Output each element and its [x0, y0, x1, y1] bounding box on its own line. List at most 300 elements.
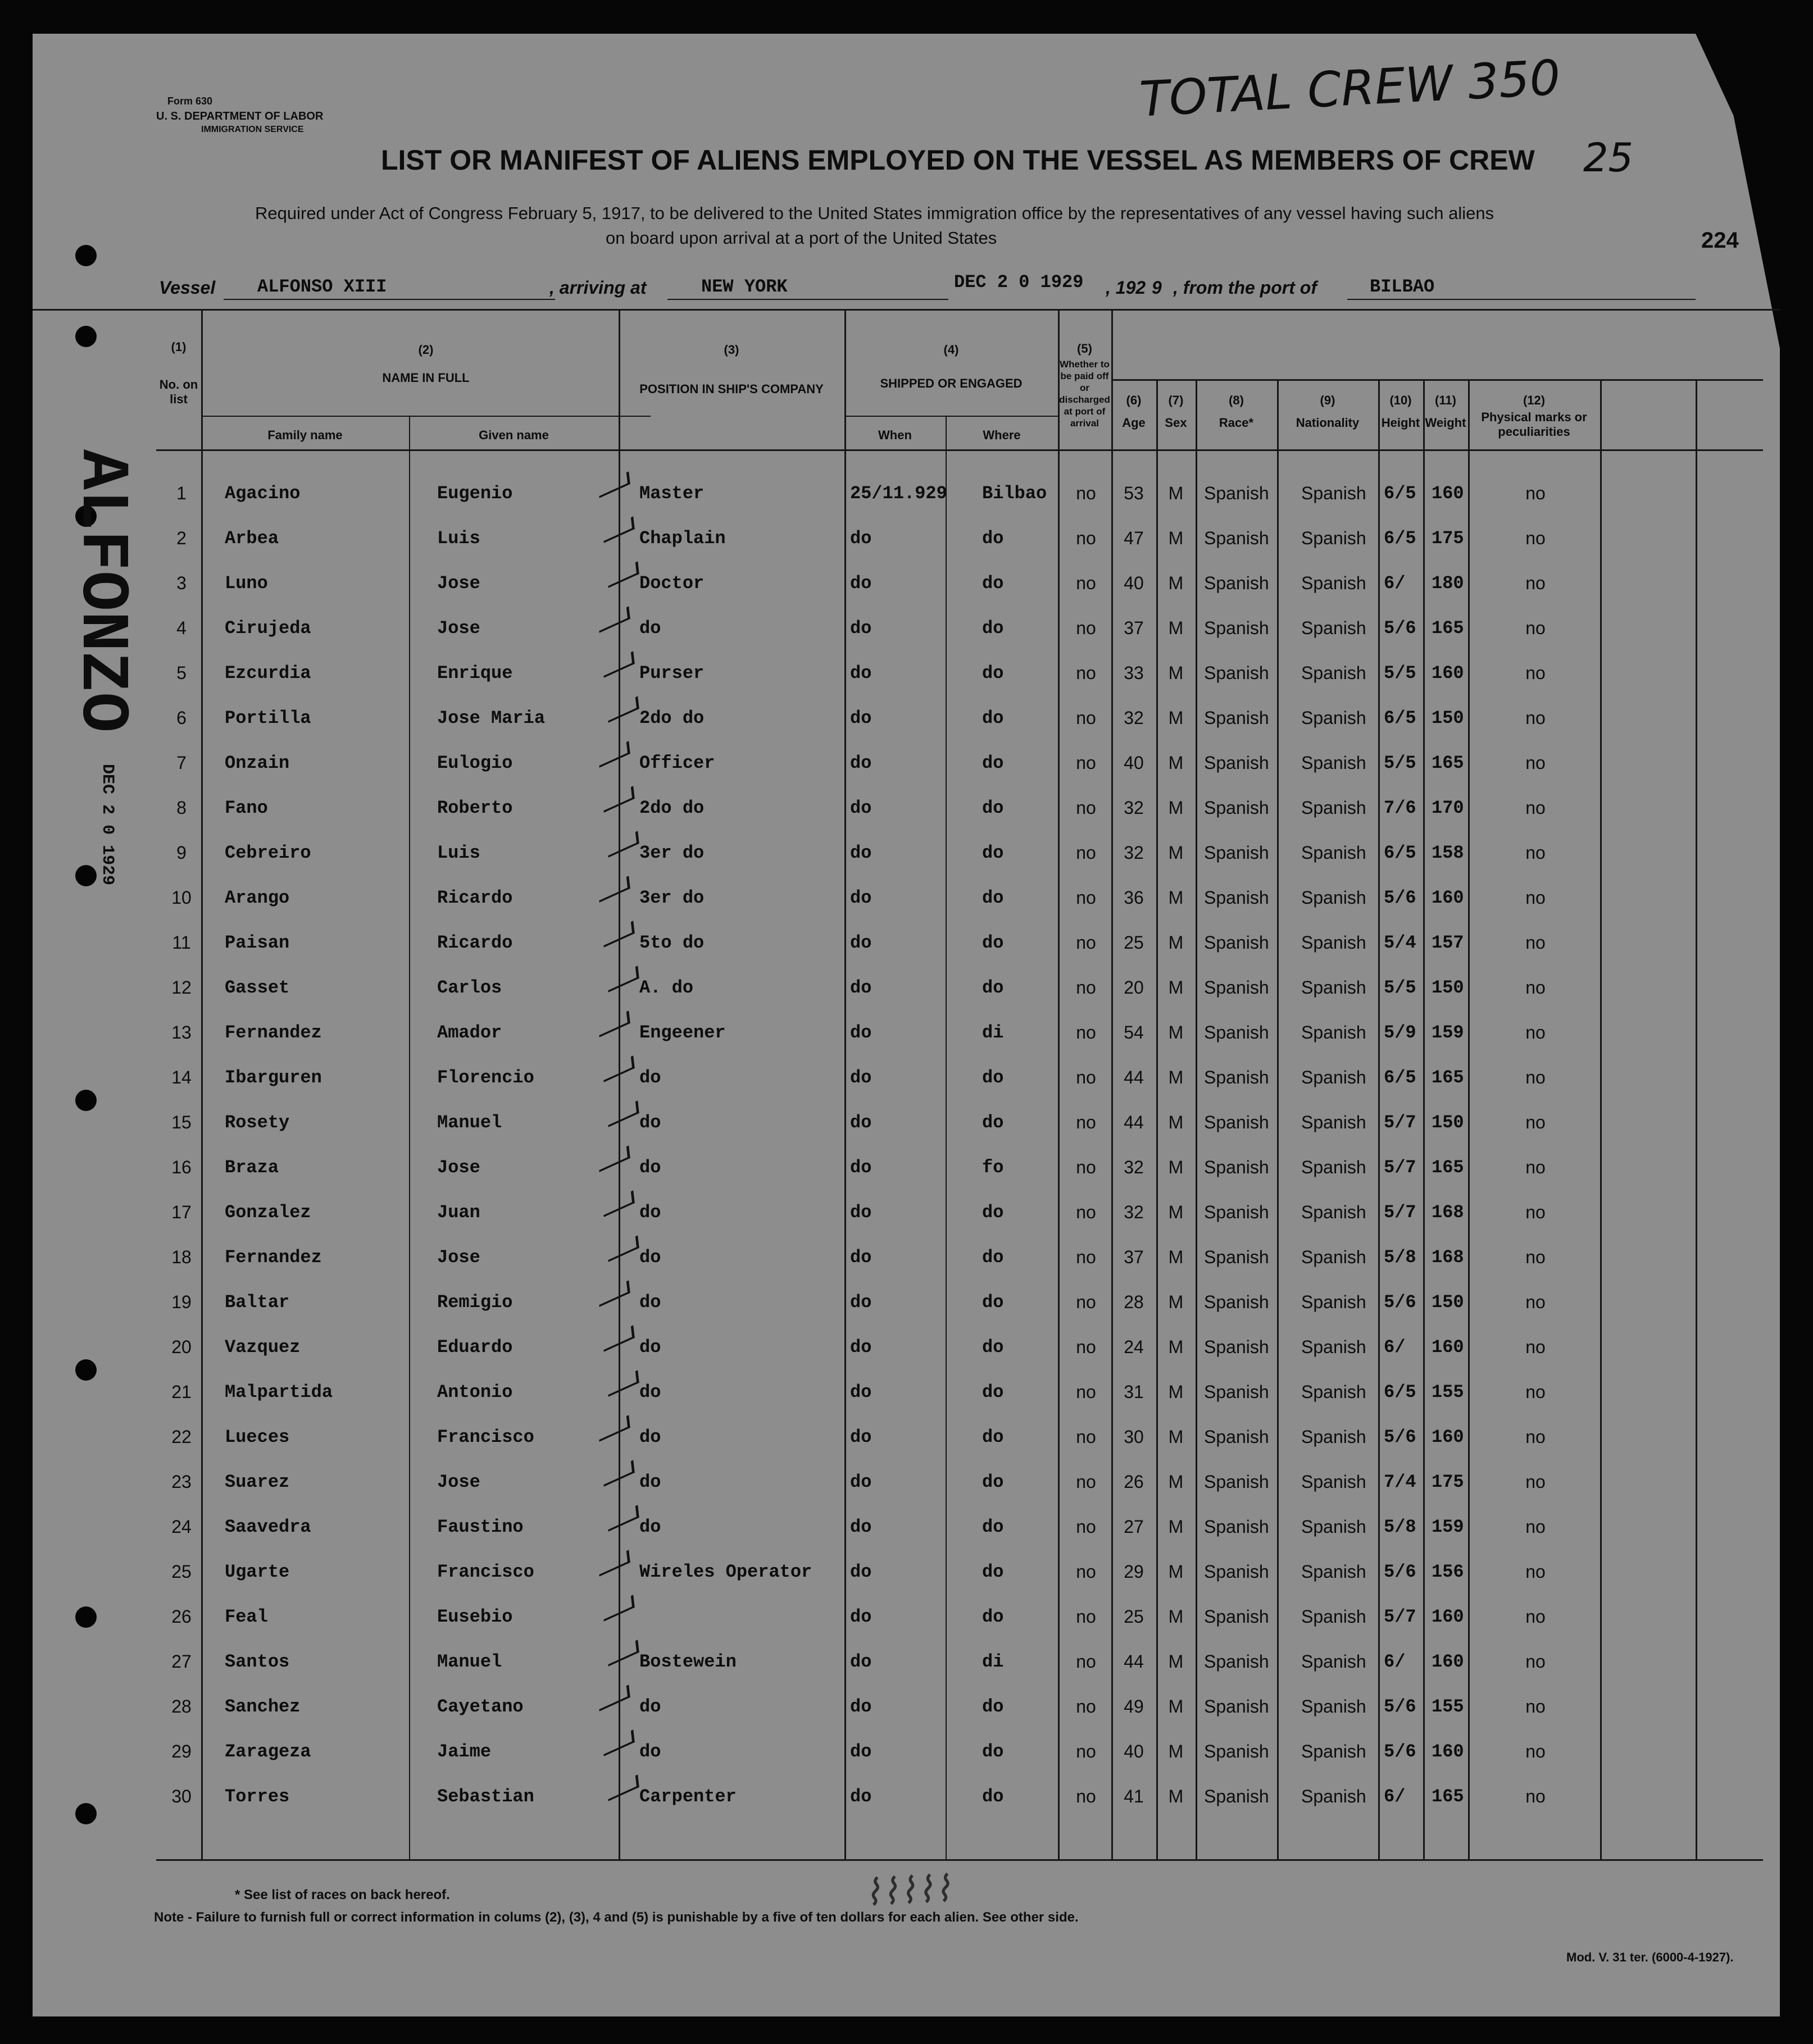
paid-off: no: [1076, 887, 1096, 908]
row-number: 23: [171, 1472, 192, 1492]
nationality: Spanish: [1301, 1202, 1366, 1222]
physical-marks: no: [1525, 1741, 1546, 1761]
nationality: Spanish: [1301, 932, 1366, 953]
row-number: 13: [171, 1022, 192, 1043]
weight: 156: [1432, 1562, 1464, 1582]
paid-off: no: [1076, 618, 1096, 638]
shipped-where: do: [982, 1517, 1004, 1537]
physical-marks: no: [1525, 1202, 1546, 1222]
folded-corner: [1696, 34, 1780, 348]
height: 5/6: [1384, 1292, 1416, 1313]
vessel-underline: [224, 299, 555, 300]
race: Spanish: [1204, 483, 1269, 503]
age: 44: [1124, 1651, 1144, 1672]
height: 6/5: [1384, 1382, 1416, 1403]
col-rule: [844, 309, 846, 1859]
row-number: 15: [171, 1112, 192, 1132]
position: Chaplain: [639, 528, 726, 549]
race: Spanish: [1204, 1651, 1269, 1672]
handwritten-corner-number: 25: [1583, 135, 1634, 181]
row-number: 9: [176, 843, 187, 863]
shipped-when: do: [850, 1202, 872, 1223]
given-name: Jose Maria: [437, 708, 546, 729]
race: Spanish: [1204, 1067, 1269, 1087]
physical-marks: no: [1525, 663, 1546, 683]
col-2a-heading: Family name: [267, 428, 343, 442]
age: 32: [1124, 798, 1144, 818]
arriving-label: , arriving at: [549, 277, 647, 298]
height: 6/5: [1384, 708, 1416, 729]
paid-off: no: [1076, 483, 1096, 503]
shipped-when: do: [850, 1157, 872, 1178]
family-name: Torres: [225, 1786, 290, 1807]
col-2b-heading: Given name: [479, 428, 549, 442]
col-10-number: (10): [1389, 393, 1412, 407]
given-name: Eusebio: [437, 1606, 513, 1627]
weight: 150: [1432, 977, 1464, 998]
age: 47: [1124, 528, 1144, 548]
position: Purser: [639, 663, 705, 684]
check-mark: [598, 1280, 630, 1307]
race: Spanish: [1204, 663, 1269, 683]
nationality: Spanish: [1301, 753, 1366, 773]
arrival-port: NEW YORK: [701, 276, 788, 297]
col-rule: [946, 416, 947, 1859]
table-bottom-rule: [156, 1859, 1763, 1861]
race: Spanish: [1204, 798, 1269, 818]
paid-off: no: [1076, 663, 1096, 683]
nationality: Spanish: [1301, 1157, 1366, 1177]
binder-hole: [75, 1359, 97, 1381]
sex: M: [1168, 1022, 1184, 1043]
family-name: Arango: [225, 887, 290, 908]
nationality: Spanish: [1301, 1472, 1366, 1492]
sex: M: [1168, 1696, 1184, 1717]
row-number: 6: [176, 708, 187, 728]
age: 25: [1124, 932, 1144, 953]
form-number: Form 630: [167, 95, 213, 107]
age: 44: [1124, 1067, 1144, 1087]
row-number: 27: [171, 1651, 192, 1672]
age: 54: [1124, 1022, 1144, 1043]
paid-off: no: [1076, 1292, 1096, 1312]
col-rule: [409, 416, 410, 1859]
sex: M: [1168, 753, 1184, 773]
shipped-where: do: [982, 887, 1004, 908]
col-3-heading: POSITION IN SHIP'S COMPANY: [639, 382, 824, 396]
shipped-where: do: [982, 753, 1004, 773]
age: 44: [1124, 1112, 1144, 1132]
sex: M: [1168, 843, 1184, 863]
position: do: [639, 1247, 661, 1268]
race: Spanish: [1204, 1562, 1269, 1582]
col-3-number: (3): [724, 343, 739, 357]
col-9-heading: Nationality: [1296, 416, 1360, 430]
position: 3er do: [639, 887, 705, 908]
nationality: Spanish: [1301, 1606, 1366, 1627]
physical-marks: no: [1525, 1382, 1546, 1402]
age: 25: [1124, 1606, 1144, 1627]
check-mark: [598, 606, 630, 633]
family-name: Ugarte: [225, 1562, 290, 1582]
binder-hole: [75, 1803, 97, 1824]
paid-off: no: [1076, 843, 1096, 863]
arrival-date-stamp: DEC 2 0 1929: [954, 272, 1084, 293]
sex: M: [1168, 932, 1184, 953]
weight: 160: [1432, 663, 1464, 684]
name-sub-rule: [201, 416, 651, 417]
family-name: Fernandez: [225, 1022, 322, 1043]
position: A. do: [639, 977, 694, 998]
sex: M: [1168, 528, 1184, 548]
col-rule: [1468, 379, 1470, 1859]
sex: M: [1168, 798, 1184, 818]
nationality: Spanish: [1301, 1517, 1366, 1537]
col-rule: [1196, 379, 1197, 1859]
check-mark: [598, 741, 630, 768]
paid-off: no: [1076, 528, 1096, 548]
position: Doctor: [639, 573, 705, 594]
col-12-heading: Physical marks or peculiarities: [1481, 410, 1587, 439]
race: Spanish: [1204, 1157, 1269, 1177]
given-name: Eulogio: [437, 753, 513, 773]
weight: 160: [1432, 1606, 1464, 1627]
shipped-when: do: [850, 1696, 872, 1717]
given-name: Florencio: [437, 1067, 534, 1088]
weight: 155: [1432, 1696, 1464, 1717]
sex: M: [1168, 1112, 1184, 1132]
weight: 165: [1432, 1157, 1464, 1178]
height: 5/7: [1384, 1157, 1416, 1178]
race: Spanish: [1204, 1112, 1269, 1132]
weight: 158: [1432, 843, 1464, 863]
given-name: Luis: [437, 528, 480, 549]
shipped-when: do: [850, 1517, 872, 1537]
family-name: Sanchez: [225, 1696, 301, 1717]
paid-off: no: [1076, 798, 1096, 818]
nationality: Spanish: [1301, 528, 1366, 548]
col-rule: [1058, 309, 1060, 1859]
shipped-where: do: [982, 1427, 1004, 1447]
given-name: Ricardo: [437, 887, 513, 908]
shipped-where: do: [982, 1112, 1004, 1133]
row-number: 7: [176, 753, 187, 773]
age: 41: [1124, 1786, 1144, 1806]
shipped-when: do: [850, 708, 872, 729]
height: 6/: [1384, 1651, 1406, 1672]
shipped-where: do: [982, 932, 1004, 953]
weight: 168: [1432, 1202, 1464, 1223]
family-name: Ezcurdia: [225, 663, 311, 684]
family-name: Paisan: [225, 932, 290, 953]
check-mark: [607, 561, 639, 588]
height: 5/6: [1384, 1562, 1416, 1582]
paid-off: no: [1076, 1562, 1096, 1582]
nationality: Spanish: [1301, 1022, 1366, 1043]
sex: M: [1168, 1472, 1184, 1492]
check-mark: [598, 1415, 630, 1442]
col-8-heading: Race*: [1219, 416, 1254, 430]
race: Spanish: [1204, 528, 1269, 548]
weight: 175: [1432, 1472, 1464, 1492]
nationality: Spanish: [1301, 1247, 1366, 1267]
physical-marks: no: [1525, 1786, 1546, 1806]
row-number: 5: [176, 663, 187, 683]
given-name: Eugenio: [437, 483, 513, 504]
handwritten-total-crew: TOTAL CREW 350: [1138, 49, 1562, 128]
nationality: Spanish: [1301, 1112, 1366, 1132]
family-name: Cebreiro: [225, 843, 311, 863]
check-mark: [598, 471, 630, 498]
position: Bostewein: [639, 1651, 737, 1672]
col-rule: [1378, 379, 1380, 1859]
nationality: Spanish: [1301, 663, 1366, 683]
family-name: Agacino: [225, 483, 301, 504]
physical-marks: no: [1525, 1337, 1546, 1357]
age: 37: [1124, 618, 1144, 638]
table-top-rule: [33, 309, 1780, 311]
height: 7/6: [1384, 798, 1416, 818]
race: Spanish: [1204, 1427, 1269, 1447]
sex: M: [1168, 1606, 1184, 1627]
given-name: Jaime: [437, 1741, 492, 1762]
check-mark: [607, 1100, 639, 1127]
weight: 180: [1432, 573, 1464, 594]
physical-marks: no: [1525, 1517, 1546, 1537]
age: 40: [1124, 573, 1144, 593]
given-name: Roberto: [437, 798, 513, 818]
physical-marks: no: [1525, 1157, 1546, 1177]
age: 40: [1124, 753, 1144, 773]
shipped-where: do: [982, 1067, 1004, 1088]
row-number: 12: [171, 977, 192, 998]
nationality: Spanish: [1301, 1427, 1366, 1447]
check-mark: [598, 1685, 630, 1711]
race: Spanish: [1204, 1786, 1269, 1806]
shipped-when: do: [850, 1786, 872, 1807]
physical-marks: no: [1525, 528, 1546, 548]
given-name: Manuel: [437, 1112, 502, 1133]
nationality: Spanish: [1301, 573, 1366, 593]
shipped-where: do: [982, 1292, 1004, 1313]
family-name: Vazquez: [225, 1337, 301, 1358]
shipped-when: do: [850, 977, 872, 998]
shipped-where: do: [982, 1202, 1004, 1223]
sex: M: [1168, 1427, 1184, 1447]
nationality: Spanish: [1301, 1067, 1366, 1087]
shipped-when: do: [850, 1382, 872, 1403]
col-8-number: (8): [1229, 393, 1244, 407]
shipped-where: fo: [982, 1157, 1004, 1178]
given-name: Jose: [437, 618, 480, 639]
shipped-where: do: [982, 1382, 1004, 1403]
age: 53: [1124, 483, 1144, 503]
height: 5/4: [1384, 932, 1416, 953]
binder-hole: [75, 326, 97, 347]
shipped-when: do: [850, 573, 872, 594]
row-number: 11: [172, 932, 191, 953]
race: Spanish: [1204, 753, 1269, 773]
department: U. S. DEPARTMENT OF LABOR: [156, 110, 324, 122]
weight: 159: [1432, 1022, 1464, 1043]
family-name: Suarez: [225, 1472, 290, 1492]
side-stamp-date: DEC 2 0 1929: [98, 764, 117, 886]
physical-marks: no: [1525, 1562, 1546, 1582]
paid-off: no: [1076, 1337, 1096, 1357]
row-number: 16: [171, 1157, 192, 1177]
shipped-when: do: [850, 1606, 872, 1627]
sex: M: [1168, 1202, 1184, 1222]
height: 5/7: [1384, 1202, 1416, 1223]
physical-marks: no: [1525, 1292, 1546, 1312]
position: Officer: [639, 753, 715, 773]
weight: 150: [1432, 708, 1464, 729]
col-rule: [619, 309, 620, 1859]
shipped-where: do: [982, 1606, 1004, 1627]
shipped-when: do: [850, 1112, 872, 1133]
age: 32: [1124, 708, 1144, 728]
paid-off: no: [1076, 1382, 1096, 1402]
vessel-name: ALFONSO XIII: [257, 276, 387, 297]
binder-hole: [75, 245, 97, 266]
paid-off: no: [1076, 1741, 1096, 1761]
sex: M: [1168, 573, 1184, 593]
given-name: Jose: [437, 1157, 480, 1178]
shipped-when: do: [850, 1651, 872, 1672]
given-name: Jose: [437, 1472, 480, 1492]
age: 49: [1124, 1696, 1144, 1717]
col-2-number: (2): [418, 343, 434, 357]
paid-off: no: [1076, 1157, 1096, 1177]
race: Spanish: [1204, 1606, 1269, 1627]
family-name: Fano: [225, 798, 268, 818]
sex: M: [1168, 1651, 1184, 1672]
footnote: * See list of races on back hereof.: [235, 1887, 450, 1902]
physical-marks: no: [1525, 1247, 1546, 1267]
shipped-sub-rule: [844, 416, 1058, 417]
col-rule: [1423, 379, 1425, 1859]
row-number: 10: [171, 887, 192, 908]
sex: M: [1168, 1157, 1184, 1177]
shipped-where: do: [982, 618, 1004, 639]
race: Spanish: [1204, 887, 1269, 908]
from-port-label: , from the port of: [1173, 277, 1317, 298]
position: 3er do: [639, 843, 705, 863]
age: 26: [1124, 1472, 1144, 1492]
position: Master: [639, 483, 705, 504]
family-name: Portilla: [225, 708, 311, 729]
shipped-where: Bilbao: [982, 483, 1047, 504]
col-11-number: (11): [1435, 393, 1456, 407]
row-number: 8: [176, 798, 187, 818]
family-name: Ibarguren: [225, 1067, 322, 1088]
shipped-when: do: [850, 1337, 872, 1358]
form-mod: Mod. V. 31 ter. (6000-4-1927).: [1566, 1950, 1734, 1964]
family-name: Luno: [225, 573, 268, 594]
weight: 165: [1432, 1786, 1464, 1807]
weight: 160: [1432, 1337, 1464, 1358]
family-name: Braza: [225, 1157, 279, 1178]
row-number: 17: [171, 1202, 192, 1222]
paid-off: no: [1076, 1067, 1096, 1087]
physical-marks: no: [1525, 977, 1546, 998]
nationality: Spanish: [1301, 798, 1366, 818]
position: do: [639, 1157, 661, 1178]
nationality: Spanish: [1301, 1651, 1366, 1672]
sex: M: [1168, 483, 1184, 503]
col-4-heading: SHIPPED OR ENGAGED: [880, 376, 1023, 390]
paid-off: no: [1076, 708, 1096, 728]
sex: M: [1168, 663, 1184, 683]
position: Engeener: [639, 1022, 726, 1043]
paid-off: no: [1076, 1472, 1096, 1492]
nationality: Spanish: [1301, 843, 1366, 863]
height: 5/5: [1384, 753, 1416, 773]
height: 5/9: [1384, 1022, 1416, 1043]
height: 5/5: [1384, 663, 1416, 684]
age: 20: [1124, 977, 1144, 998]
col-rule: [1600, 379, 1602, 1859]
race: Spanish: [1204, 1337, 1269, 1357]
form-subtitle-1: Required under Act of Congress February 5, 1917, to be delivered to the United States immigration office by the representatives of any vessel having such aliens: [255, 203, 1494, 223]
height: 5/8: [1384, 1517, 1416, 1537]
check-mark: [607, 1774, 639, 1801]
service: IMMIGRATION SERVICE: [201, 125, 304, 134]
given-name: Francisco: [437, 1562, 534, 1582]
height: 5/6: [1384, 618, 1416, 639]
shipped-where: do: [982, 1472, 1004, 1492]
race: Spanish: [1204, 1382, 1269, 1402]
race: Spanish: [1204, 1696, 1269, 1717]
shipped-when: do: [850, 887, 872, 908]
sex: M: [1168, 887, 1184, 908]
given-name: Enrique: [437, 663, 513, 684]
family-name: Santos: [225, 1651, 290, 1672]
check-mark: [607, 1370, 639, 1397]
physical-marks: no: [1525, 1112, 1546, 1132]
given-name: Carlos: [437, 977, 502, 998]
physical-marks: no: [1525, 1651, 1546, 1672]
shipped-when: do: [850, 618, 872, 639]
family-name: Cirujeda: [225, 618, 311, 639]
height: 5/6: [1384, 1427, 1416, 1447]
age: 27: [1124, 1517, 1144, 1537]
shipped-when: do: [850, 1472, 872, 1492]
weight: 160: [1432, 1651, 1464, 1672]
shipped-where: do: [982, 1562, 1004, 1582]
given-name: Faustino: [437, 1517, 524, 1537]
given-name: Jose: [437, 1247, 480, 1268]
paid-off: no: [1076, 1786, 1096, 1806]
binder-hole: [75, 865, 97, 886]
height: 6/: [1384, 1337, 1406, 1358]
year-label: , 192: [1106, 277, 1146, 298]
binder-hole: [75, 1090, 97, 1111]
position: do: [639, 1427, 661, 1447]
given-name: Cayetano: [437, 1696, 524, 1717]
position: 2do do: [639, 708, 705, 729]
inspector-signature: ⌇⌇⌇⌇⌇: [863, 1868, 953, 1915]
height: 5/6: [1384, 887, 1416, 908]
row-number: 19: [171, 1292, 192, 1312]
sex: M: [1168, 977, 1184, 998]
position: do: [639, 1696, 661, 1717]
shipped-where: do: [982, 1337, 1004, 1358]
col-1-heading: No. on list: [159, 377, 198, 406]
physical-marks: no: [1525, 1472, 1546, 1492]
weight: 157: [1432, 932, 1464, 953]
shipped-where: di: [982, 1651, 1004, 1672]
